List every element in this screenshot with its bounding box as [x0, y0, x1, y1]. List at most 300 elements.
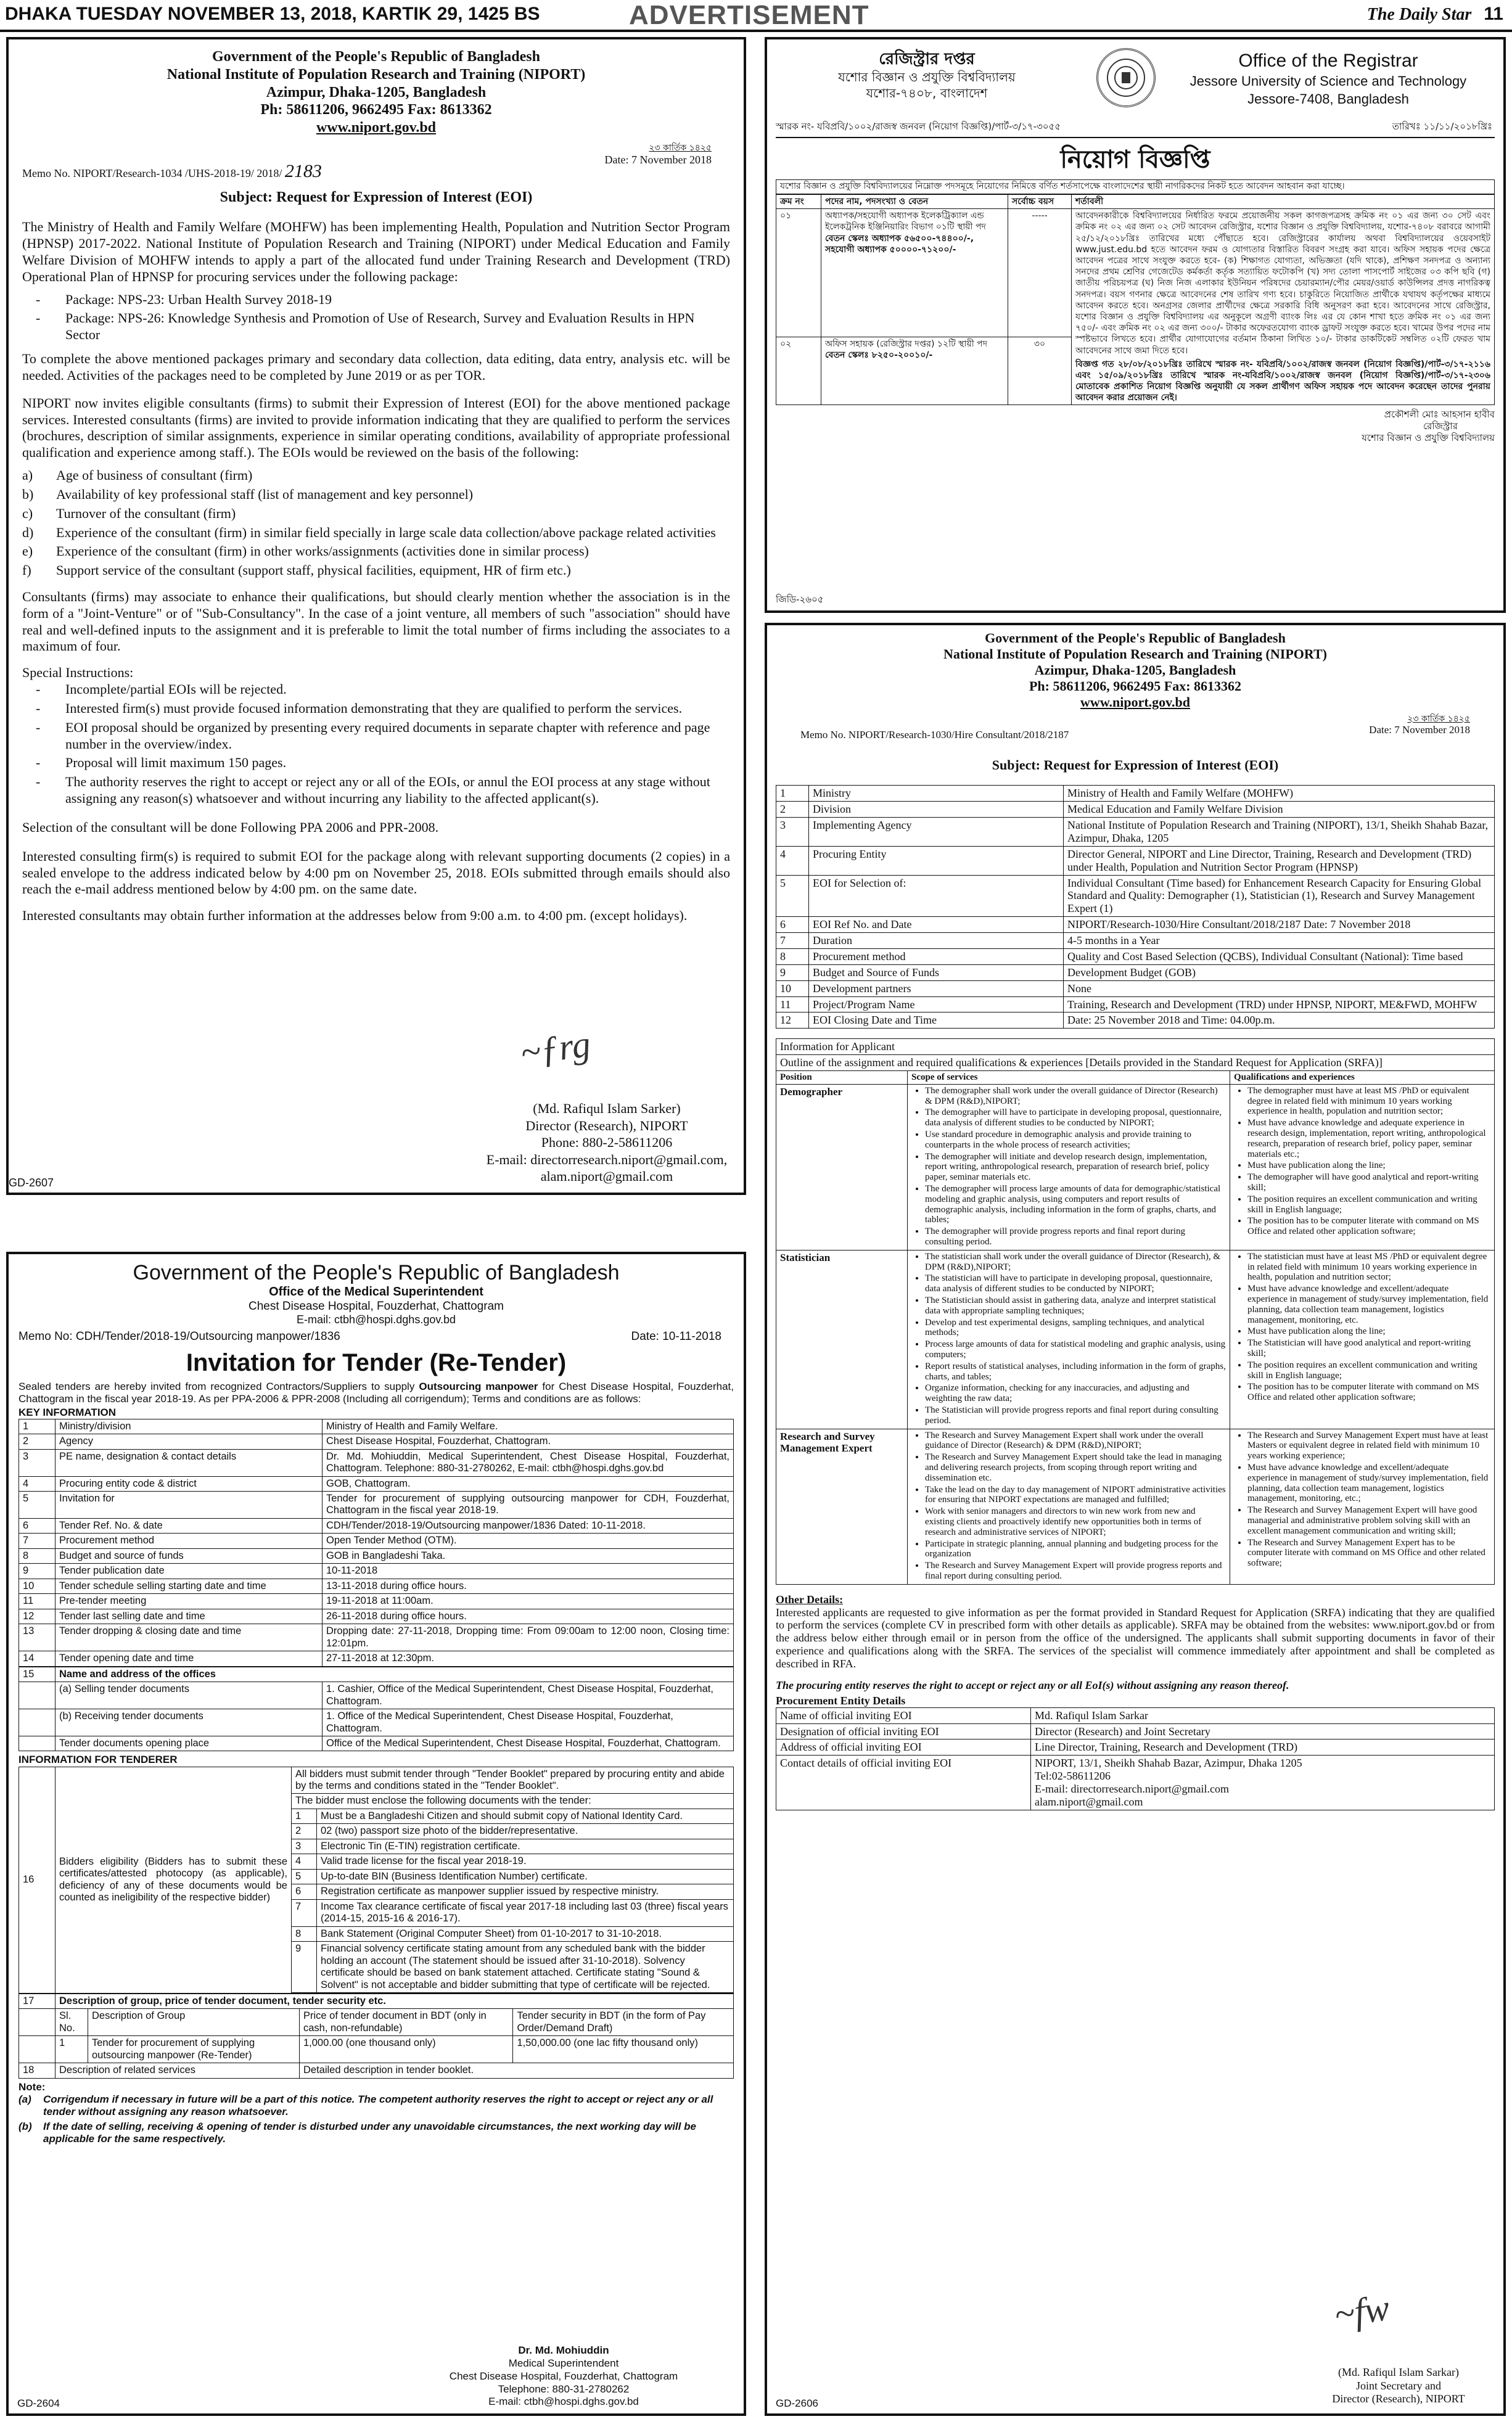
- cell-value: 1. Cashier, Office of the Medical Superintendent, Chest Disease Hospital, Fouzderhat, Chattogram.: [323, 1682, 734, 1709]
- heading-line: Azimpur, Dhaka-1205, Bangladesh: [1034, 662, 1236, 678]
- table-row: [776, 1739, 1495, 1756]
- cell-label: Implementing Agency: [809, 818, 1064, 847]
- cell-label: Procuring entity code & district: [55, 1476, 323, 1491]
- cell-value: Director (Research) and Joint Secretary: [1031, 1723, 1495, 1739]
- cell-value: Detailed description in tender booklet.: [300, 2063, 734, 2078]
- cell-scope: [908, 1250, 1230, 1429]
- intro-highlight: Outsourcing manpower: [419, 1380, 538, 1392]
- paragraph: To complete the above mentioned packages primary and secondary data collection, data editing, data entry, analysis etc. will be needed. Activities of the packages need to be completed by June 2019 or as per TOR.: [22, 351, 730, 383]
- list-item: [22, 543, 730, 560]
- address: Chest Disease Hospital, Fouzderhat, Chattogram: [249, 1299, 504, 1313]
- list-item: • Must have publication along the line;: [1247, 1326, 1490, 1337]
- cell-conditions: [1072, 209, 1495, 405]
- item-text: Experience of the consultant (firm) in similar field specially in large scale data collection/above package related activities: [56, 524, 716, 540]
- qual-list: [1234, 1431, 1490, 1569]
- email: E-mail: directorresearch.niport@gmail.com,: [486, 1151, 728, 1167]
- email: E-mail: ctbh@hospi.dghs.gov.bd: [488, 2396, 639, 2408]
- position-name: Research and Survey Management Expert: [776, 1429, 908, 1584]
- note-title: Note:: [18, 2080, 46, 2093]
- cell-value: 10-11-2018: [323, 1564, 734, 1579]
- cell-label: (b) Receiving tender documents: [55, 1709, 323, 1736]
- cell-label: Name of official inviting EOI: [776, 1707, 1031, 1723]
- cell-serial: 9: [19, 1564, 55, 1579]
- list-item: • The demographer shall work under the overall guidance of Director (Research) & DPM (R&D),NIPORT;: [925, 1086, 1226, 1107]
- cell-serial: 7: [19, 1534, 55, 1548]
- heading-line: যশোর বিজ্ঞান ও প্রযুক্তি বিশ্ববিদ্যালয়: [838, 70, 1016, 85]
- item-text: Age of business of consultant (firm): [56, 467, 253, 483]
- cell-scope: [908, 1084, 1230, 1250]
- cell-value: Electronic Tin (E-TIN) registration certificate.: [317, 1839, 734, 1854]
- cell-empty: [19, 1682, 55, 1709]
- table-row: [776, 1084, 1495, 1250]
- list-item: • The demographer will have to participate in developing proposal, questionnaire, data analysis of different studies to be conducted by NIPORT;: [925, 1107, 1226, 1128]
- table-row: [292, 1839, 733, 1854]
- cell-label: Bidders eligibility (Bidders has to submit these certificates/attested photocopy (as applicable), deficiency of any of these documents would be counted as ineligibility of the respective bidder): [55, 1767, 292, 1994]
- list-item: [22, 755, 730, 771]
- list-item: [22, 310, 730, 343]
- cell-label: Tender dropping & closing date and time: [55, 1624, 323, 1651]
- ad-tender-cdh: [6, 1252, 746, 2416]
- cell-value: Dropping date: 27-11-2018, Dropping time: From 09:00am to 12:00 noon, Closing time: 12:01pm.: [323, 1624, 734, 1651]
- cell-label: Tender last selling date and time: [55, 1609, 323, 1624]
- cell-serial: 12: [776, 1012, 809, 1029]
- item-key: e): [22, 543, 33, 559]
- table-row: [19, 1548, 734, 1563]
- cell-label: Description of group, price of tender document, tender security etc.: [55, 1994, 734, 2009]
- bullet: -: [36, 774, 41, 790]
- heading-bangla: [782, 49, 1072, 101]
- ad3-heading: [18, 1260, 734, 1326]
- cell-serial: 1: [19, 1419, 55, 1434]
- signatory-name: Dr. Md. Mohiuddin: [518, 2344, 609, 2357]
- table-row: [19, 1624, 734, 1651]
- cell-serial: 9: [292, 1942, 317, 1993]
- cell-label: Ministry: [809, 786, 1064, 802]
- cell-label: Tender publication date: [55, 1564, 323, 1579]
- cell-value: Bank Statement (Original Computer Sheet) from 01-10-2017 to 31-10-2018.: [317, 1926, 734, 1941]
- table-header-row: [19, 2009, 734, 2036]
- cell-serial: 6: [292, 1884, 317, 1899]
- table-row: [776, 818, 1495, 847]
- list-item: • The statistician shall work under the overall guidance of Director (Research), & DPM (R&D),NIPORT;: [925, 1252, 1226, 1273]
- item-text: Turnover of the consultant (firm): [56, 505, 236, 521]
- table-row: [292, 1824, 733, 1839]
- table-row: [19, 1651, 734, 1666]
- cell-value: GOB in Bangladeshi Taka.: [323, 1548, 734, 1563]
- signatory-name: (Md. Rafiqul Islam Sarkar): [1338, 2366, 1459, 2379]
- cell-label: Description of related services: [55, 2063, 300, 2078]
- bullet: -: [36, 291, 41, 307]
- list-item: • Report results of statistical analyses, including information in the form of graphs, charts, and tables;: [925, 1361, 1226, 1382]
- cell-qual: [1230, 1429, 1495, 1584]
- cell-value: Open Tender Method (OTM).: [323, 1534, 734, 1548]
- table-row: [292, 1869, 733, 1884]
- key-info-table: [18, 1419, 734, 1667]
- subject: Subject: Request for Expression of Interest (EOI): [220, 189, 533, 205]
- cell-age: -----: [1008, 209, 1072, 337]
- table-row: [19, 1682, 734, 1709]
- table-row: [776, 917, 1495, 933]
- table-row: [19, 1564, 734, 1579]
- cell-serial: 18: [19, 2063, 55, 2078]
- phone: Telephone: 880-31-2780262: [498, 2383, 630, 2395]
- eligibility-table: [18, 1767, 734, 1994]
- cell-label: Invitation for: [55, 1492, 323, 1519]
- memo-number: Memo No. NIPORT/Research-1030/Hire Consultant/2018/2187: [800, 728, 1069, 741]
- item-text: Corrigendum if necessary in future will be a part of this notice. The competent authority reserves the right to accept or reject any or all tender without assigning any reason whatsoever.: [43, 2093, 713, 2117]
- table-row: [776, 802, 1495, 818]
- list-item: [18, 2121, 734, 2145]
- list-item: • The demographer will have good analytical and report-writing skill;: [1247, 1172, 1490, 1193]
- heading-line: National Institute of Population Research and Training (NIPORT): [943, 646, 1327, 662]
- memo-row: [22, 143, 730, 180]
- paragraph: NIPORT now invites eligible consultants (firms) to submit their Expression of Interest (EOI) for the above mentioned package services. Interested consultants (firms) are invited to provide information indicating that they are qualified to perform the services (brochures, description of similar assignments, experience in similar operating conditions, availability of appropriate professional qualification and experience among staff.). The EOIs would be reviewed on the basis of the following:: [22, 395, 730, 461]
- cell-value: Income Tax clearance certificate of fiscal year 2017-18 including last 03 (three) fiscal years (2014-15, 2015-16 & 2016-17).: [317, 1899, 734, 1926]
- heading-line: Office of the Registrar: [1238, 51, 1418, 71]
- item-key: a): [22, 467, 33, 483]
- ad-just-recruitment: [765, 37, 1506, 613]
- cell-post: [821, 337, 1008, 405]
- list-item: • The Research and Survey Management Expert shall work under the overall guidance of Director (Research) & DPM (R&D),NIPORT;: [925, 1431, 1226, 1452]
- cell-label: Budget and source of funds: [55, 1548, 323, 1563]
- list-item: [22, 487, 730, 503]
- table-row: [776, 875, 1495, 917]
- list-item: • The demographer will process large amounts of data for demographic/statistical modeling and graphic analysis, using computers and report results of demographic analysis, including information in the form of graphs, charts, and tables;: [925, 1184, 1226, 1225]
- cell-serial: 2: [19, 1434, 55, 1449]
- cell-label: Development partners: [809, 980, 1064, 996]
- item-text: Interested firm(s) must provide focused information demonstrating that they are qualified to perform the services.: [65, 700, 683, 716]
- list-item: • The position has to be computer literate with command on MS Office and related other application software;: [1247, 1216, 1490, 1237]
- cell-label: Name and address of the offices: [55, 1667, 734, 1682]
- heading-line: Ph: 58611206, 9662495 Fax: 8613362: [1029, 678, 1242, 694]
- cell-serial: 16: [19, 1767, 55, 1994]
- cell-label: Division: [809, 802, 1064, 818]
- memo-row: [18, 1330, 734, 1346]
- heading-line: National Institute of Population Research and Training (NIPORT): [166, 66, 586, 83]
- cell-serial: 3: [292, 1839, 317, 1854]
- memo-row: [776, 121, 1495, 138]
- cell-label: Tender documents opening place: [55, 1736, 323, 1751]
- list-item: • Participate in strategic planning, annual planning and budgeting process for the organization: [925, 1539, 1226, 1560]
- cell-value: Md. Rafiqul Islam Sarkar: [1031, 1707, 1495, 1723]
- signatory-title: Joint Secretary and: [1356, 2379, 1441, 2392]
- page-header: [0, 0, 1512, 32]
- phone: Phone: 880-2-58611206: [541, 1135, 673, 1150]
- ad-code: জিডি-২৬০৫: [776, 593, 824, 605]
- ad1-signature-block: [471, 1100, 742, 1185]
- cell-value: 1,000.00 (one thousand only): [300, 2036, 513, 2063]
- cell-serial: ০১: [776, 209, 821, 337]
- cell-serial: ০২: [776, 337, 821, 405]
- table-row: [776, 786, 1495, 802]
- item-text: Incomplete/partial EOIs will be rejected.: [65, 681, 287, 697]
- special-instructions-title: Special Instructions:: [22, 665, 134, 681]
- column-header: Description of Group: [88, 2009, 300, 2036]
- cell-empty: [19, 2009, 55, 2036]
- table-row: [19, 1709, 734, 1736]
- intro-text: যশোর বিজ্ঞান ও প্রযুক্তি বিশ্ববিদ্যালয়ের নিম্নোক্ত পদসমূহে নিয়োগের নিমিত্তে বর্ণিত শর্তসাপেক্ষে বাংলাদেশের স্থায়ী নাগরিকদের নিকট হতে আবেদন আহবান করা যাচ্ছে।: [776, 179, 1495, 194]
- cell-scope: [908, 1429, 1230, 1584]
- list-item: [22, 562, 730, 579]
- list-item: • Use standard procedure in demographic analysis and provide training to counterparts in the whole process of research activities;: [925, 1130, 1226, 1151]
- column-header: Price of tender document in BDT (only in cash, non-refundable): [300, 2009, 513, 2036]
- other-details-text: Interested applicants are requested to give information as per the format provided in Standard Request for Application (SRFA) indicating that they are qualified to perform the services (complete CV in prescribed form with other details as applicable). SRFA may be obtained from the websites: www.niport.gov.bd or from the address below either through email or in person from the office of the undersigned. The applicants shall submit supporting documents in favor of their experience and qualifications along with the SRFA. The services of the specialist will commence immediately after appointment and shall be completed as described in RFA.: [776, 1606, 1495, 1670]
- table-row: [776, 964, 1495, 980]
- other-details-title: Other Details:: [776, 1593, 844, 1606]
- cell-value: Chest Disease Hospital, Fouzderhat, Chattogram.: [323, 1434, 734, 1449]
- column-header: শর্তাবলী: [1072, 195, 1495, 209]
- section-title: ADVERTISEMENT: [629, 0, 869, 30]
- signatory-title: Medical Superintendent: [508, 2357, 619, 2370]
- cell-serial: 5: [292, 1869, 317, 1884]
- table-row: [19, 1518, 734, 1533]
- cell-value: 13-11-2018 during office hours.: [323, 1579, 734, 1593]
- cell-label: Agency: [55, 1434, 323, 1449]
- positions-table: [776, 1070, 1495, 1585]
- scope-list: [911, 1431, 1226, 1582]
- cell-serial: 5: [776, 875, 809, 917]
- memo-row: [776, 714, 1495, 747]
- pe-details-title: Procurement Entity Details: [776, 1694, 906, 1707]
- posts-table: [776, 194, 1495, 405]
- list-item: • The Statistician should assist in gathering data, analyze and interpret statistical data with appropriate sampling techniques;: [925, 1296, 1226, 1316]
- cell-serial: 6: [776, 917, 809, 933]
- table-row: [19, 1434, 734, 1449]
- cell-serial: 6: [19, 1518, 55, 1533]
- notes-list: [18, 2093, 734, 2145]
- list-item: • The Statistician will provide progress reports and final report during consulting period.: [925, 1405, 1226, 1426]
- table-row: [19, 1767, 734, 1994]
- item-text: Experience of the consultant (firm) in other works/assignments (activities done in similar process): [56, 543, 589, 559]
- table-header-row: [776, 195, 1495, 209]
- cell-value: Valid trade license for the fiscal year 2018-19.: [317, 1854, 734, 1869]
- email: alam.niport@gmail.com: [540, 1168, 673, 1184]
- column-header: Scope of services: [908, 1071, 1230, 1085]
- qual-list: [1234, 1086, 1490, 1237]
- eligibility-intro: All bidders must submit tender through "Tender Booklet" prepared by procuring entity and abide by the terms and conditions stated in the "Tender Booklet".: [295, 1768, 725, 1791]
- intro-part: Sealed tenders are hereby invited from recognized Contractors/Suppliers to supply: [18, 1380, 419, 1392]
- cell-serial: 8: [19, 1548, 55, 1563]
- list-item: • The demographer must have at least MS /PhD or equivalent degree in related field with minimum 10 years working experience in health, population and nutrition sector;: [1247, 1086, 1490, 1117]
- cell-value: Must be a Bangladeshi Citizen and should submit copy of National Identity Card.: [317, 1809, 734, 1823]
- cell-value: Individual Consultant (Time based) for Enhancement Research Capacity for Ensuring Global Standard and Quality: Demographer (1), Statistician (1), Research and Survey Management Expert (1): [1064, 875, 1495, 917]
- subject: Subject: Request for Expression of Interest (EOI): [992, 757, 1279, 773]
- cell-serial: 14: [19, 1651, 55, 1666]
- list-item: • Process large amounts of data for statistical modeling and graphic analysis, using computers;: [925, 1339, 1226, 1360]
- item-key: c): [22, 505, 33, 521]
- office-name: Office of the Medical Superintendent: [269, 1285, 483, 1299]
- memo-handwritten: 2183: [284, 160, 322, 181]
- table-row: [292, 1899, 733, 1926]
- cell-label: Address of official inviting EOI: [776, 1739, 1031, 1756]
- list-item: • The Research and Survey Management Expert should take the lead in managing and delivering research projects, from scoping through report writing and dissemination etc.: [925, 1452, 1226, 1483]
- email: E-mail: ctbh@hospi.dghs.gov.bd: [296, 1313, 456, 1326]
- cell-value: None: [1064, 980, 1495, 996]
- ad-niport-eoi-2: [765, 623, 1506, 2416]
- cell-value: Tender for procurement of supplying outsourcing manpower for CDH, Fouzderhat, Chattogram in the fiscal year 2018-19.: [323, 1492, 734, 1519]
- signatory-name: (Md. Rafiqul Islam Sarker): [533, 1101, 681, 1116]
- cell-label: Procurement method: [55, 1534, 323, 1548]
- cell-label: Project/Program Name: [809, 996, 1064, 1012]
- item-text: The authority reserves the right to accept or reject any or all of the EOIs, or annul the EOI process at any stage without assigning any reason(s) whatsoever and without incurring any liability to the affected applicant(s).: [65, 774, 710, 807]
- paragraph: Interested consulting firm(s) is required to submit EOI for the package along with relevant supporting documents (2 copies) in a sealed envelope to the address indicated below by 4:00 pm on November 25, 2018. EOIs submitted through emails should also reach the e-mail address mentioned below by 4:00 pm. on the same date.: [22, 848, 730, 897]
- cell-serial: 4: [292, 1854, 317, 1869]
- cell-value: 02 (two) passport size photo of the bidder/representative.: [317, 1824, 734, 1839]
- pe-details-table: [776, 1707, 1495, 1810]
- cell-serial: 8: [776, 948, 809, 964]
- bullet: -: [36, 310, 41, 326]
- table-row: [19, 2063, 734, 2078]
- cell-post: [821, 209, 1008, 337]
- cell-value: Line Director, Training, Research and Development (TRD): [1031, 1739, 1495, 1756]
- cell-value: Up-to-date BIN (Business Identification Number) certificate.: [317, 1869, 734, 1884]
- cell-label: (a) Selling tender documents: [55, 1682, 323, 1709]
- cell-serial: 8: [292, 1926, 317, 1941]
- date-bangla: ২৩ কার্তিক ১৪২৫: [649, 142, 712, 153]
- item-key: (a): [18, 2093, 31, 2105]
- notice-title: নিয়োগ বিজ্ঞপ্তি: [1060, 146, 1210, 174]
- heading-line: Government of the People's Republic of Bangladesh: [133, 1261, 620, 1284]
- table-row: [292, 1926, 733, 1941]
- website-link[interactable]: www.niport.gov.bd: [316, 120, 437, 136]
- cell-serial: 17: [19, 1994, 55, 2009]
- item-key: f): [22, 562, 31, 578]
- pay-scale: বেতন স্কেলঃ অধ্যাপক ৫৬৫০০-৭৪৪০০/-, সহযোগী অধ্যাপক ৫০০০০-৭১২০০/-: [825, 233, 974, 255]
- ad2-heading: [776, 47, 1495, 121]
- ad-code: GD-2604: [17, 2397, 60, 2409]
- applicant-title: Information for Applicant: [776, 1038, 1495, 1054]
- signatory-title: রেজিস্ট্রার: [1423, 421, 1458, 432]
- column-header: Sl. No.: [55, 2009, 88, 2036]
- table-row: [19, 1476, 734, 1491]
- ad1-heading: [22, 48, 730, 137]
- bullet: -: [36, 681, 41, 697]
- table-row: [776, 996, 1495, 1012]
- intro-part: for Chest Disease Hospital, Fouzderhat, Chattogram in the fiscal year 2018-19. As per PPA-2006 & PPR-2008 (Including all corrigendum); Terms and conditions are as follows:: [18, 1380, 734, 1405]
- cell-value: Director General, NIPORT and Line Director, Training, Research and Development (TRD) under Health, Population and Nutrition Sector Program (HPNSP): [1064, 846, 1495, 875]
- table-row: [776, 846, 1495, 875]
- list-item: • Develop and test experimental designs, sampling techniques, and analytical methods;: [925, 1318, 1226, 1339]
- cell-serial: 11: [19, 1594, 55, 1609]
- list-item: [22, 700, 730, 717]
- list-item: [22, 720, 730, 753]
- table-row: [19, 2036, 734, 2063]
- column-header: সর্বোচ্চ বয়স: [1008, 195, 1072, 209]
- heading-line: Azimpur, Dhaka-1205, Bangladesh: [266, 84, 487, 101]
- table-row: [776, 1012, 1495, 1029]
- column-header: Position: [776, 1071, 908, 1085]
- bullet: -: [36, 755, 41, 771]
- list-item: • The Research and Survey Management Expert has to be computer literate with command on MS Office and other related software;: [1247, 1538, 1490, 1569]
- column-header: পদের নাম, পদসংখ্যা ও বেতন: [821, 195, 1008, 209]
- cell-value: National Institute of Population Research and Training (NIPORT), 13/1, Sheikh Shahab Bazar, Azimpur, Dhaka, 1205: [1064, 818, 1495, 847]
- cell-empty: [19, 1736, 55, 1751]
- item-text: Package: NPS-26: Knowledge Synthesis and Promotion of Use of Research, Survey and Evaluation Results in HPN Sector: [65, 310, 695, 343]
- ad2-signature: [776, 409, 1495, 443]
- list-item: • Must have advance knowledge and excellent/adequate experience in management of study/survey implementation, field planning, data collection team management, logistics management, monitoring, etc.: [1247, 1284, 1490, 1325]
- item-key: d): [22, 524, 34, 540]
- list-item: • The position requires an excellent communication and writing skill in English language;: [1247, 1360, 1490, 1381]
- item-text: Package: NPS-23: Urban Health Survey 2018-19: [65, 291, 332, 307]
- table-row: [19, 1609, 734, 1624]
- list-item: • The position has to be computer literate with command on MS Office and related other application software;: [1247, 1382, 1490, 1403]
- table-row: [19, 1594, 734, 1609]
- table-row: [19, 1449, 734, 1476]
- item-text: If the date of selling, receiving & opening of tender is disturbed under any unavoidable circumstances, the next working day will be applicable for the same respectively.: [43, 2120, 696, 2145]
- table-row: [776, 1756, 1495, 1810]
- heading-line: Jessore University of Science and Technology: [1189, 73, 1467, 89]
- cell-serial: 5: [19, 1492, 55, 1519]
- item-text: Availability of key professional staff (list of management and key personnel): [56, 486, 474, 502]
- list-item: • The Statistician will have good analytical and report-writing skill;: [1247, 1338, 1490, 1359]
- cell-label: EOI Closing Date and Time: [809, 1012, 1064, 1029]
- cell-value: NIPORT, 13/1, Sheikh Shahab Bazar, Azimpur, Dhaka 1205 Tel:02-58611206 E-mail: directorresearch.niport@gmail.com alam.niport@gmail.com: [1031, 1756, 1495, 1810]
- paragraph: Consultants (firms) may associate to enhance their qualifications, but should clearly mention whether the association is in the form of a "Joint-Venture" or of "Sub-Consultancy". In the case of a joint venture, all members of such "association" should have real and well-defined inputs to the assignment and it is preferable to limit the total number of firms including the associates to a maximum of four.: [22, 588, 730, 654]
- date: Date: 7 November 2018: [1369, 724, 1470, 736]
- scope-list: [911, 1086, 1226, 1247]
- cell-label: Tender schedule selling starting date and time: [55, 1579, 323, 1593]
- heading-english: [1168, 49, 1489, 108]
- column-header: Qualifications and experiences: [1230, 1071, 1495, 1085]
- cell-qual: [1230, 1084, 1495, 1250]
- cell-serial: 15: [19, 1667, 55, 1682]
- heading-line: যশোর-৭৪০৮, বাংলাদেশ: [866, 85, 988, 101]
- list-item: • The position requires an excellent communication and writing skill in English language;: [1247, 1194, 1490, 1215]
- cell-serial: 10: [19, 1579, 55, 1593]
- ad-code: GD-2606: [776, 2397, 818, 2410]
- reserve-text: The procuring entity reserves the right to accept or reject any or all EoI(s) without assigning any reason thereof.: [776, 1678, 1289, 1691]
- cell-value: 19-11-2018 at 11:00am.: [323, 1594, 734, 1609]
- cell-value: Tender for procurement of supplying outsourcing manpower (Re-Tender): [88, 2036, 300, 2063]
- website-link[interactable]: www.niport.gov.bd: [1080, 694, 1190, 710]
- eligibility-intro: The bidder must enclose the following documents with the tender:: [292, 1793, 733, 1808]
- cell-value: Registration certificate as manpower supplier issued by respective ministry.: [317, 1884, 734, 1899]
- cell-label: EOI for Selection of:: [809, 875, 1064, 917]
- cell-value: Ministry of Health and Family Welfare.: [323, 1419, 734, 1434]
- cell-value: 27-11-2018 at 12:30pm.: [323, 1651, 734, 1666]
- cell-docs: [292, 1767, 734, 1994]
- list-item: [22, 467, 730, 484]
- list-item: [22, 525, 730, 541]
- list-item: • The statistician must have at least MS /PhD or equivalent degree in related field with minimum 10 years working experience in health, population and nutrition sector;: [1247, 1252, 1490, 1283]
- cell-label: Contact details of official inviting EOI: [776, 1756, 1031, 1810]
- paragraph: Interested consultants may obtain further information at the addresses below from 9:00 a.m. to 4:00 pm. (except holidays).: [22, 908, 688, 924]
- item-text: Support service of the consultant (support staff, physical facilities, equipment, HR of firm etc.): [56, 562, 571, 578]
- list-item: • The Research and Survey Management Expert will have good managerial and administrative problem solving skill with an excellent management communication and writing skill;: [1247, 1505, 1490, 1536]
- cell-qual: [1230, 1250, 1495, 1429]
- table-row: [19, 1419, 734, 1434]
- cell-label: Pre-tender meeting: [55, 1594, 323, 1609]
- cell-age: ৩০: [1008, 337, 1072, 405]
- signature-mark: ~ƒrg: [517, 1023, 593, 1074]
- cell-value: NIPORT/Research-1030/Hire Consultant/2018/2187 Date: 7 November 2018: [1064, 917, 1495, 933]
- offices-table: [18, 1667, 734, 1752]
- table-row: [292, 1809, 733, 1823]
- cell-value: Office of the Medical Superintendent, Chest Disease Hospital, Fouzderhat, Chattogram.: [323, 1736, 734, 1751]
- cell-label: Duration: [809, 933, 1064, 949]
- ad3-signature: [403, 2344, 724, 2409]
- cell-label: EOI Ref No. and Date: [809, 917, 1064, 933]
- cell-serial: 13: [19, 1624, 55, 1651]
- outline-text: Outline of the assignment and required qualifications & experiences [Details provided in the Standard Request for Application (SRFA)]: [776, 1054, 1495, 1070]
- list-item: [22, 681, 730, 698]
- heading-line: Ph: 58611206, 9662495 Fax: 8613362: [260, 102, 492, 118]
- cell-serial: 10: [776, 980, 809, 996]
- cell-value: Training, Research and Development (TRD) under HPNSP, NIPORT, ME&FWD, MOHFW: [1064, 996, 1495, 1012]
- pay-scale: বেতন স্কেলঃ ৮২৫০-২০০১০/-: [825, 350, 933, 361]
- table-row: [19, 1667, 734, 1682]
- criteria-list: [22, 467, 730, 579]
